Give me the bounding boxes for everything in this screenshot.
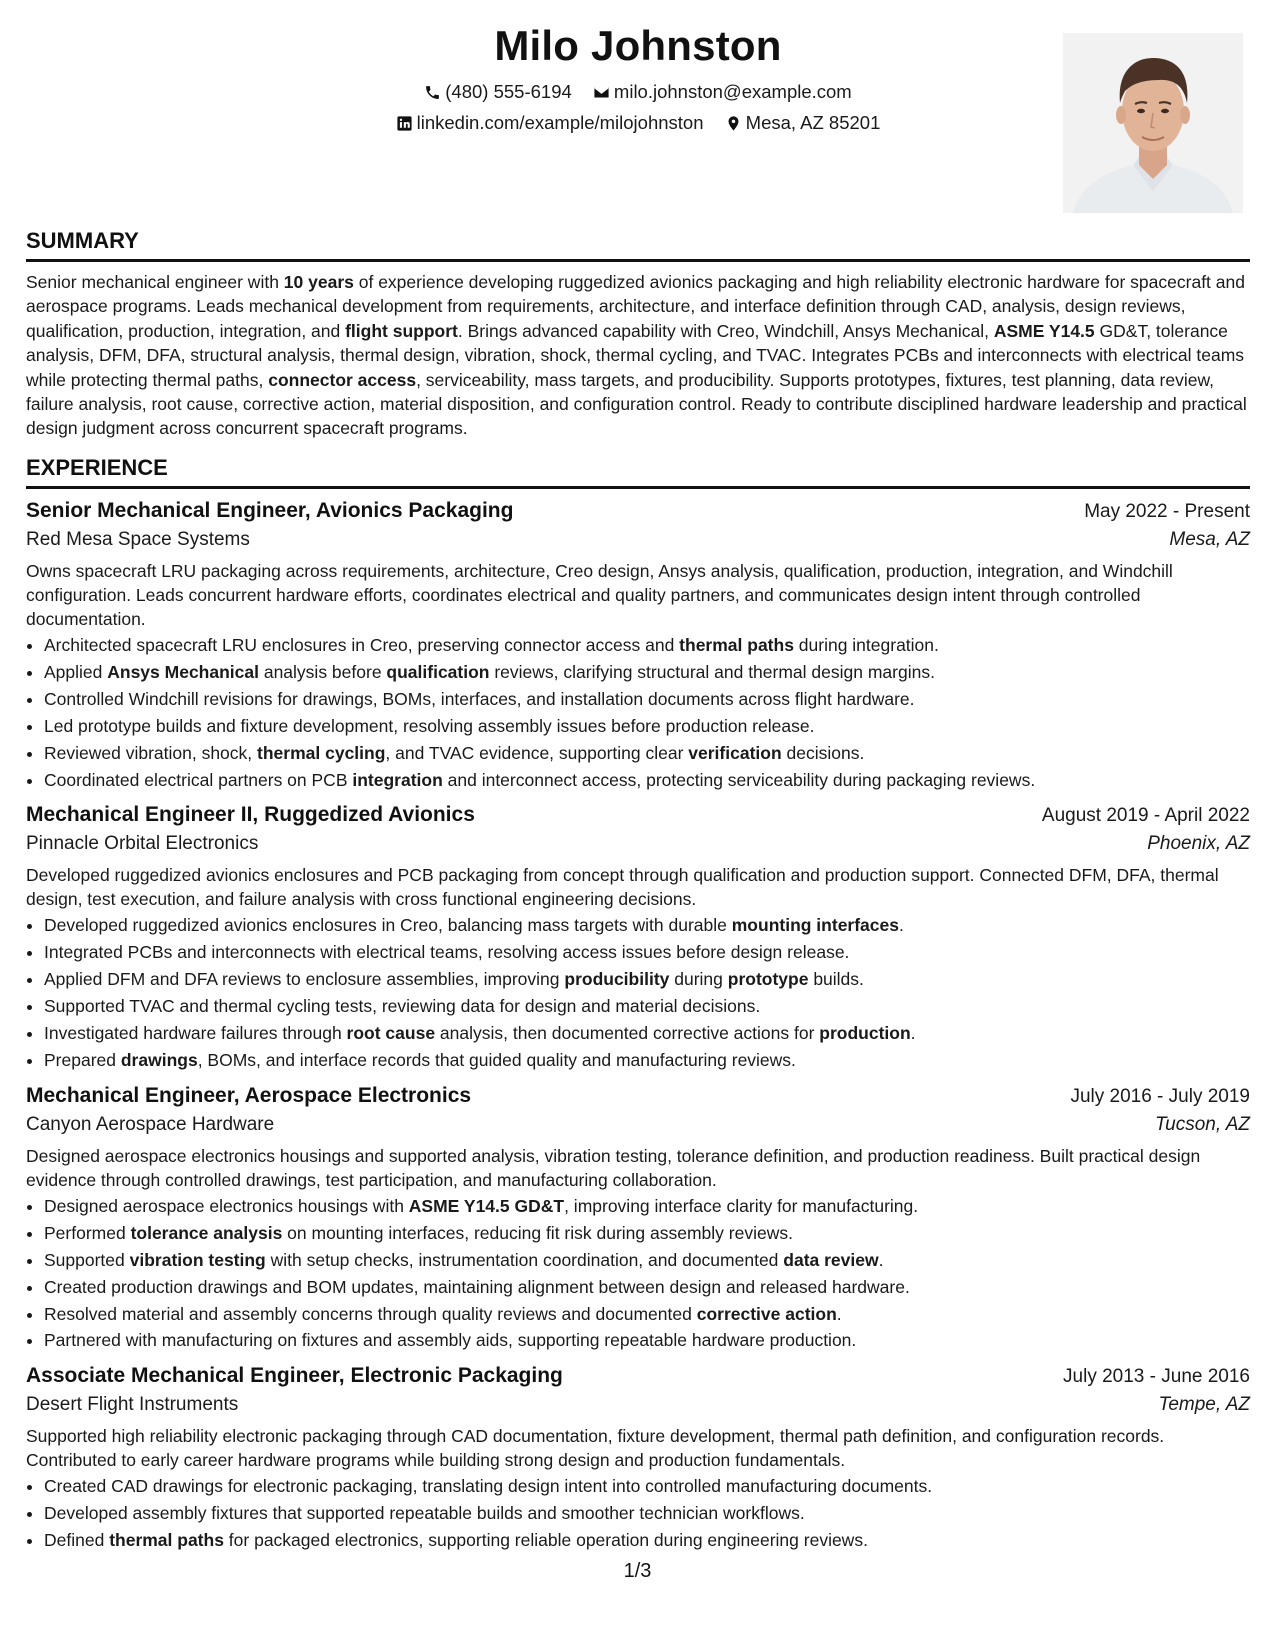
text-run: Coordinated electrical partners on PCB (44, 769, 353, 790)
job-description: Designed aerospace electronics housings and supported analysis, vibration testing, tolerance definition, and production readiness. Built practical design evidence through controlled drawings, test participation, and manufacturing collaboration. (26, 1145, 1201, 1190)
bold-phrase: tolerance analysis (130, 1222, 283, 1243)
job-title-row (26, 499, 1250, 523)
text-run: during (669, 969, 728, 990)
bold-phrase: drawings (120, 1049, 198, 1070)
company-name: Desert Flight Instruments (26, 1394, 239, 1416)
job-description: Supported high reliability electronic packaging through CAD documentation, fixture development, thermal path definition, and configuration records. Contributed to early career hardware programs while building strong design and production fundamentals. (26, 1426, 1165, 1471)
job-company-row (26, 1394, 1250, 1416)
text-run: Applied DFM and DFA reviews to enclosure assemblies, improving (44, 969, 565, 990)
experience-heading: EXPERIENCE (26, 455, 1250, 489)
envelope-icon (593, 84, 610, 101)
resume-page (26, 0, 1250, 1551)
text-run: Developed assembly fixtures that supported repeatable builds and smoother technician workflows. (44, 1503, 805, 1524)
text-run: with setup checks, instrumentation coordination, and documented (265, 1249, 784, 1270)
page-number: 1/3 (623, 1560, 652, 1582)
bullet-item (44, 1500, 1250, 1527)
job-bullets (26, 1193, 1250, 1354)
linkedin-text: linkedin.com/example/milojohnston (416, 112, 704, 133)
text-run: Integrated PCBs and interconnects with electrical teams, resolving access issues before design release. (44, 942, 850, 963)
summary-text (26, 270, 1250, 441)
bold-phrase: mounting interfaces (731, 915, 899, 936)
text-run: . (836, 1303, 842, 1324)
company-name: Pinnacle Orbital Electronics (26, 833, 259, 855)
job-entry (26, 1364, 1250, 1554)
job-title-row (26, 1084, 1250, 1108)
text-run: Applied (44, 661, 108, 682)
job-company-row (26, 1114, 1250, 1136)
text-run: , improving interface clarity for manufacturing. (564, 1195, 919, 1216)
job-entry (26, 803, 1250, 1073)
job-dates: July 2013 - June 2016 (1063, 1366, 1250, 1388)
text-run: Resolved material and assembly concerns through quality reviews and documented (44, 1303, 697, 1324)
job-title-row (26, 1364, 1250, 1388)
bullet-item (44, 939, 1250, 966)
text-run: Senior mechanical engineer with (26, 272, 284, 292)
bullet-item (44, 659, 1250, 686)
text-run: GD&T, tolerance analysis, DFM, DFA, structural analysis, thermal design, vibration, shock, thermal cycling, and TVAC. Integrates PCBs and interconnects with electrical teams while protecting thermal paths, (26, 320, 1245, 390)
bold-phrase: ASME Y14.5 GD&T (408, 1195, 565, 1216)
text-run: analysis, then documented corrective actions for (435, 1023, 820, 1044)
text-run: Architected spacecraft LRU enclosures in Creo, preserving connector access and (44, 635, 680, 655)
text-run: Defined (44, 1530, 110, 1551)
text-run: Partnered with manufacturing on fixtures and assembly aids, supporting repeatable hardware production. (44, 1330, 857, 1351)
bold-phrase: corrective action (696, 1303, 837, 1324)
bullet-item (44, 767, 1250, 794)
summary-heading: SUMMARY (26, 228, 1250, 262)
text-run: Led prototype builds and fixture development, resolving assembly issues before production release. (44, 715, 815, 736)
job-dates: July 2016 - July 2019 (1070, 1085, 1250, 1107)
text-run: . (899, 915, 904, 936)
job-dates: May 2022 - Present (1084, 501, 1250, 522)
map-pin-icon (725, 115, 742, 132)
bullet-item (44, 1527, 1250, 1554)
text-run: on mounting interfaces, reducing fit risk during assembly reviews. (282, 1222, 793, 1243)
job-company-row (26, 529, 1250, 551)
text-run: builds. (808, 969, 864, 990)
bullet-item (44, 740, 1250, 767)
text-run: Performed (44, 1222, 131, 1243)
job-location: Phoenix, AZ (1147, 833, 1250, 855)
experience-section (26, 455, 1250, 1554)
bold-phrase: root cause (346, 1023, 436, 1044)
job-location: Mesa, AZ (1169, 529, 1250, 550)
bullet-item (44, 1327, 1250, 1354)
text-run: during integration. (793, 635, 939, 655)
text-run: and interconnect access, protecting serviceability during packaging reviews. (442, 769, 1036, 790)
bullet-item (44, 1047, 1250, 1074)
company-name: Red Mesa Space Systems (26, 529, 250, 550)
bold-phrase: verification (688, 742, 782, 763)
job-description: Developed ruggedized avionics enclosures and PCB packaging from concept through qualification and production support. Connected DFM, DFA, thermal design, test execution, and failure analysis with cross functional engineering decisions. (26, 865, 1219, 910)
email-text: milo.johnston@example.com (613, 81, 852, 102)
bold-phrase: producibility (564, 969, 670, 990)
bullet-item (44, 1247, 1250, 1274)
text-run: of experience developing ruggedized avionics packaging and high reliability electronic hardware for spacecraft and aerospace programs. Leads mechanical development from requirements, architecture, and interface definition through CAD, analysis, design reviews, qualification, production, integration, and (26, 272, 1245, 341)
linkedin-item (396, 112, 704, 134)
job-bullets (26, 632, 1250, 793)
bullet-item (44, 1274, 1250, 1301)
phone-item (424, 81, 572, 103)
resume-header (26, 0, 1250, 218)
bullet-item (44, 993, 1250, 1020)
text-run: Created CAD drawings for electronic packaging, translating design intent into controlled manufacturing documents. (44, 1476, 933, 1497)
text-run: Investigated hardware failures through (44, 1023, 347, 1044)
text-run: . (910, 1023, 916, 1044)
bold-phrase: qualification (386, 661, 490, 682)
text-run: . (878, 1249, 884, 1270)
job-list (26, 499, 1250, 1554)
text-run: Supported (44, 1249, 130, 1270)
text-run: Designed aerospace electronics housings with (44, 1195, 409, 1216)
text-run: , serviceability, mass targets, and producibility. Supports prototypes, fixtures, test planning, data review, failure analysis, root cause, corrective action, material disposition, and configuration control. Ready to contribute disciplined hardware leadership and practical design judgment across concurrent spacecraft programs. (26, 369, 1247, 439)
text-run: Reviewed vibration, shock, (44, 742, 258, 763)
summary-section (26, 228, 1250, 441)
text-run: Supported TVAC and thermal cycling tests, reviewing data for design and material decisions. (44, 996, 761, 1017)
bullet-item (44, 632, 1250, 659)
job-bullets (26, 912, 1250, 1073)
text-run: decisions. (781, 742, 865, 763)
bullet-item (44, 1301, 1250, 1328)
bullet-item (44, 713, 1250, 740)
bold-phrase: thermal cycling (257, 742, 386, 763)
bullet-item (44, 1220, 1250, 1247)
job-title: Senior Mechanical Engineer, Avionics Packaging (26, 499, 514, 522)
bold-phrase: Ansys Mechanical (107, 661, 259, 682)
location-item (725, 112, 881, 134)
bold-phrase: connector access (268, 369, 417, 390)
location-text: Mesa, AZ 85201 (745, 112, 881, 133)
job-title: Mechanical Engineer II, Ruggedized Avionics (26, 803, 475, 827)
bold-phrase: ASME Y14.5 (993, 320, 1095, 341)
bold-phrase: thermal paths (679, 635, 794, 655)
text-run: , BOMs, and interface records that guided quality and manufacturing reviews. (197, 1049, 796, 1070)
candidate-name: Milo Johnston (494, 22, 782, 69)
job-description: Owns spacecraft LRU packaging across requirements, architecture, Creo design, Ansys analysis, qualification, production, integration, and Windchill configuration. Leads concurrent hardware efforts, coordinates electrical and quality partners, and communicates design intent through controlled documentation. (26, 561, 1173, 629)
bold-phrase: prototype (727, 969, 809, 990)
bold-phrase: data review (783, 1249, 879, 1270)
profile-photo (1063, 33, 1243, 213)
email-item (593, 81, 852, 103)
bold-phrase: production (819, 1023, 911, 1044)
job-title: Mechanical Engineer, Aerospace Electronics (26, 1083, 472, 1107)
linkedin-icon (396, 115, 413, 132)
job-title-row (26, 803, 1250, 827)
company-name: Canyon Aerospace Hardware (26, 1113, 275, 1135)
job-title: Associate Mechanical Engineer, Electronic Packaging (26, 1364, 563, 1388)
bullet-item (44, 1020, 1250, 1047)
bullet-item (44, 1473, 1250, 1500)
text-run: for packaged electronics, supporting reliable operation during engineering reviews. (223, 1530, 868, 1551)
bold-phrase: vibration testing (129, 1249, 266, 1270)
bold-phrase: 10 years (283, 272, 354, 292)
text-run: , and TVAC evidence, supporting clear (385, 742, 689, 763)
bullet-item (44, 1193, 1250, 1220)
bullet-item (44, 912, 1250, 939)
text-run: analysis before (258, 661, 387, 682)
portrait-image (1063, 33, 1243, 213)
bullet-item (44, 686, 1250, 713)
bullet-item (44, 966, 1250, 993)
text-run: Controlled Windchill revisions for drawings, BOMs, interfaces, and installation documents across flight hardware. (44, 688, 915, 709)
job-bullets (26, 1473, 1250, 1554)
job-location: Tucson, AZ (1154, 1113, 1250, 1135)
text-run: reviews, clarifying structural and thermal design margins. (489, 661, 935, 682)
text-run: . Brings advanced capability with Creo, Windchill, Ansys Mechanical, (457, 320, 994, 341)
bold-phrase: thermal paths (109, 1530, 224, 1551)
job-entry (26, 1084, 1250, 1354)
text-run: Prepared (44, 1049, 121, 1070)
text-run: Created production drawings and BOM updates, maintaining alignment between design and released hardware. (44, 1276, 910, 1297)
job-company-row (26, 833, 1250, 855)
bold-phrase: integration (352, 769, 443, 790)
text-run: Developed ruggedized avionics enclosures in Creo, balancing mass targets with durable (44, 915, 732, 936)
job-dates: August 2019 - April 2022 (1041, 805, 1250, 827)
phone-text: (480) 555-6194 (445, 81, 572, 102)
phone-icon (424, 84, 441, 101)
job-location: Tempe, AZ (1158, 1394, 1250, 1416)
bold-phrase: flight support (345, 320, 458, 341)
job-entry (26, 499, 1250, 793)
